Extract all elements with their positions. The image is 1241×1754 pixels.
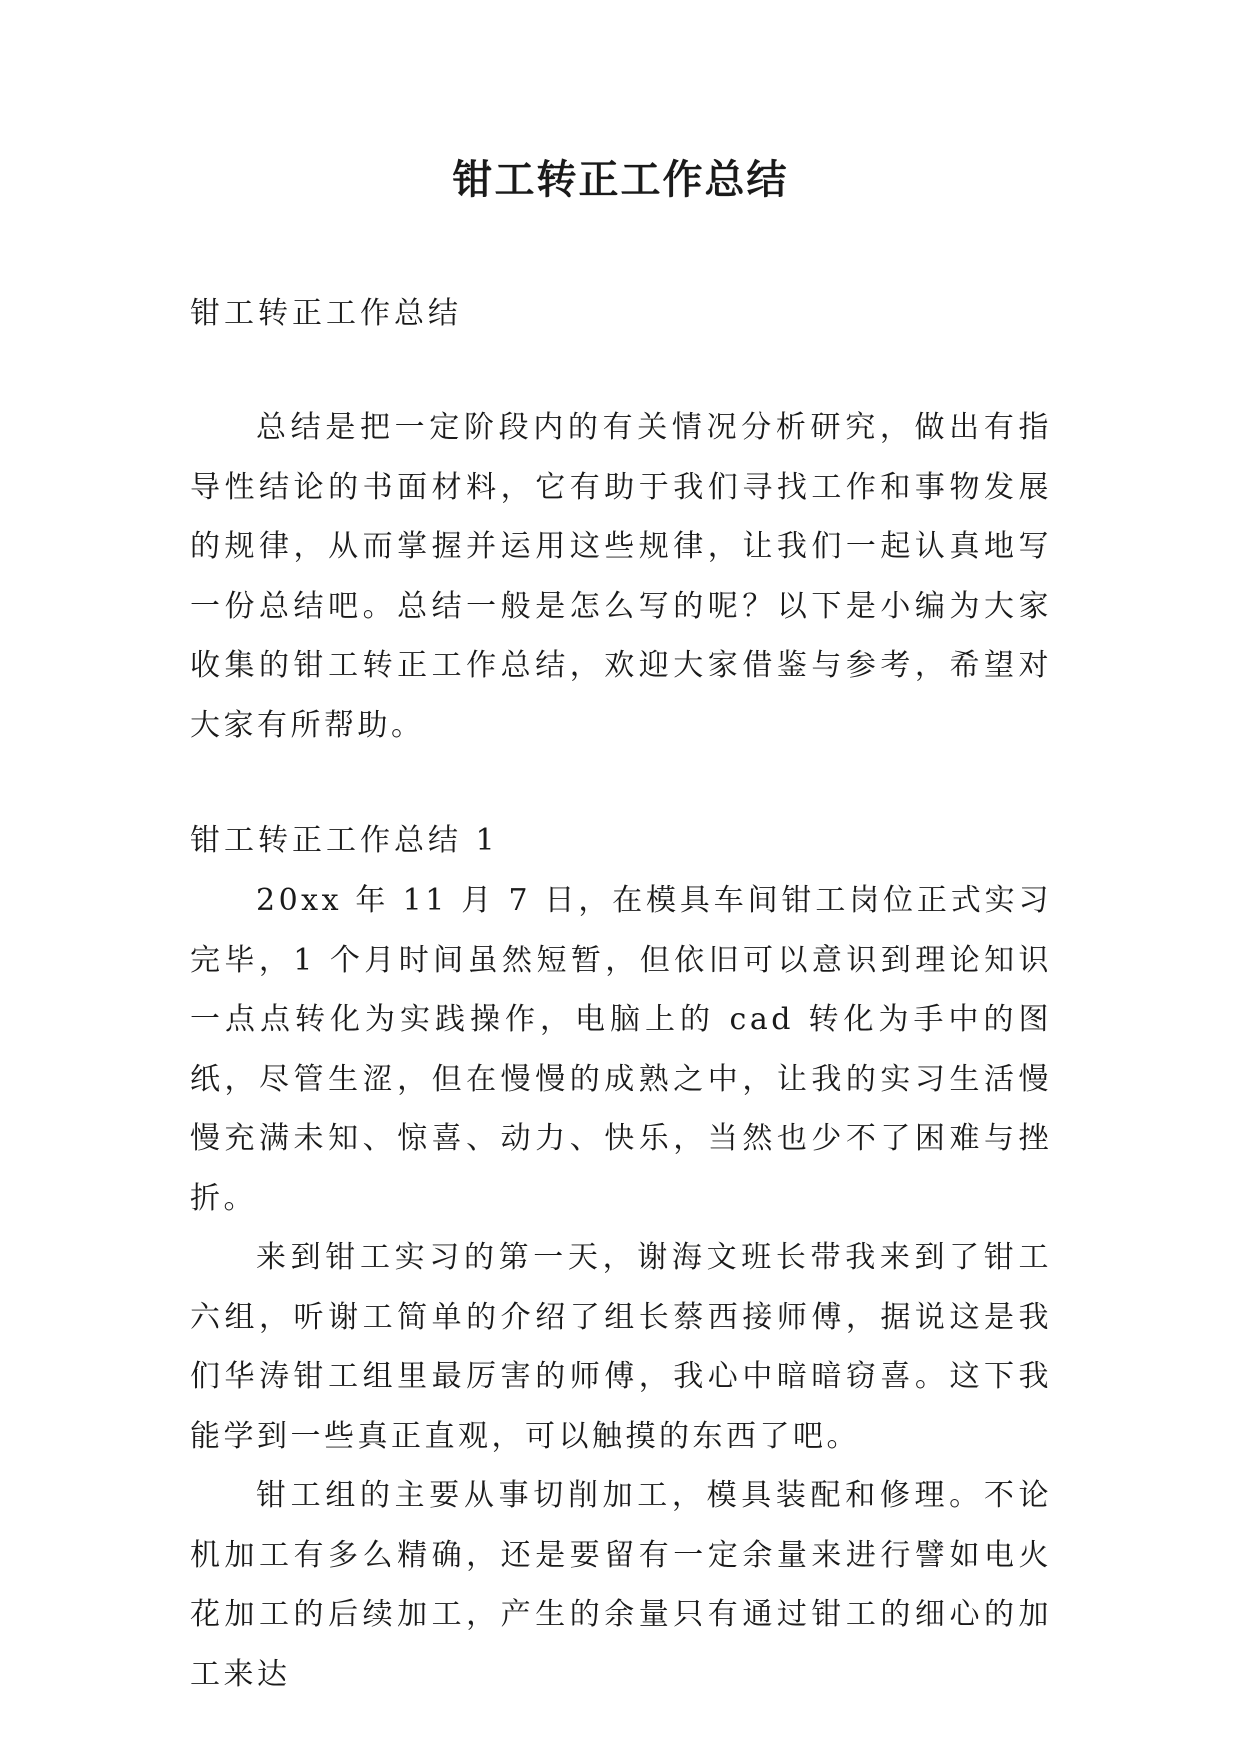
body-paragraph: 钳工组的主要从事切削加工，模具装配和修理。不论机加工有多么精确，还是要留有一定余量来进行譬如电火花加工的后续加工，产生的余量只有通过钳工的细心的加工来达 [190,1478,1052,1692]
spacer [190,755,1052,811]
intro-paragraph: 总结是把一定阶段内的有关情况分析研究，做出有指导性结论的书面材料，它有助于我们寻找工作和事物发展的规律，从而掌握并运用这些规律，让我们一起认真地写一份总结吧。总结一般是怎么写的呢？以下是小编为大家收集的钳工转正工作总结，欢迎大家借鉴与参考，希望对大家有所帮助。 [190,410,1052,743]
body-paragraph: 来到钳工实习的第一天，谢海文班长带我来到了钳工六组，听谢工简单的介绍了组长蔡西接师傅，据说这是我们华涛钳工组里最厉害的师傅，我心中暗暗窃喜。这下我能学到一些真正直观，可以触摸的东西了吧。 [190,1240,1052,1454]
document-subtitle: 钳工转正工作总结 [190,296,462,331]
body-paragraph: 20xx 年 11 月 7 日，在模具车间钳工岗位正式实习完毕，1 个月时间虽然短暂，但依旧可以意识到理论知识一点点转化为实践操作，电脑上的 cad 转化为手中的图纸，尽管生涩，但在慢慢的成熟之中，让我的实习生活慢慢充满未知、惊喜、动力、快乐，当然也少不了困难与挫折。 [190,883,1052,1216]
document-body [190,284,1052,1704]
spacer [190,344,1052,398]
section-heading: 钳工转正工作总结 1 [190,823,499,858]
document-title: 钳工转正工作总结 [452,156,789,203]
